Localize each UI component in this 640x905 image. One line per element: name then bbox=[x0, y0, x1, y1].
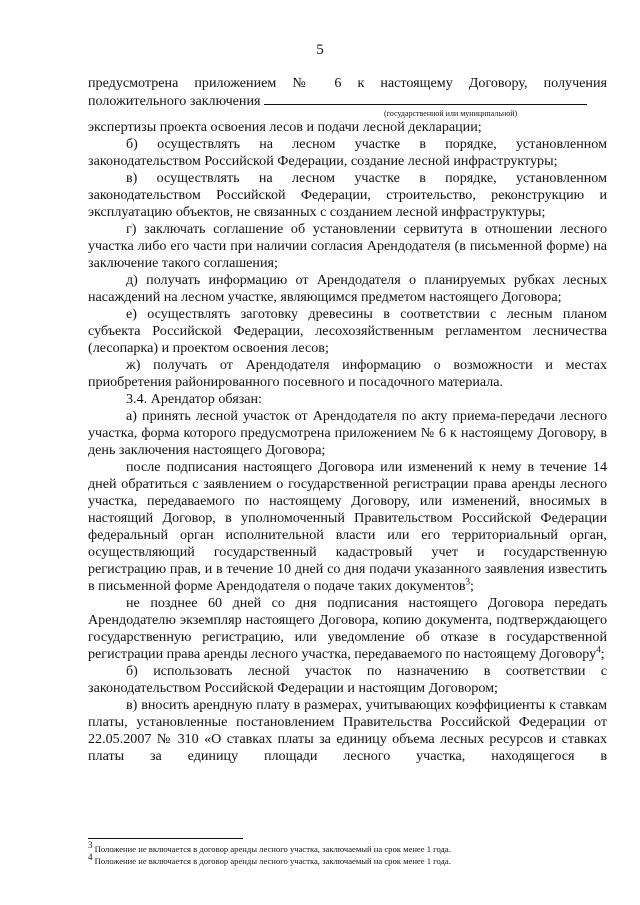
paragraph-end: ; bbox=[600, 646, 605, 662]
paragraph-b2: б) использовать лесной участок по назначению в соответствии с законодательством Российской Федерации и настоящим Договором; bbox=[88, 663, 607, 696]
document-body bbox=[88, 75, 607, 765]
paragraph-transfer bbox=[88, 595, 607, 663]
paragraph-end: ; bbox=[470, 578, 474, 594]
paragraph-d: д) получать информацию от Арендодателя о планируемых рубках лесных насаждений на лесном участке, являющимся предметом настоящего Договора; bbox=[88, 272, 607, 305]
paragraph-v2: в) вносить арендную плату в размерах, учитывающих коэффициенты к ставкам платы, установленные постановлением Правительства Российской Федерации от 22.05.2007 № 310 «О ставках платы за единицу объема лесных ресурсов и ставках платы за единицу площади лесного участка, находящегося в bbox=[88, 697, 607, 764]
footnote-ref: 4 bbox=[596, 644, 601, 655]
paragraph-v: в) осуществлять на лесном участке в порядке, установленном законодательством Российской Федерации, строительство, реконструкцию и эксплуатацию объектов, не связанных с созданием лесной инфраструктуры; bbox=[88, 170, 607, 220]
footnote bbox=[88, 840, 607, 855]
footnote-text: Положение не включается в договор аренды лесного участка, заключаемый на срок менее 1 года. bbox=[94, 856, 451, 866]
paragraph-text: не позднее 60 дней со дня подписания настоящего Договора передать Арендодателю экземпляр настоящего Договора, копию документа, подтверждающего государственную регистрацию, или уведомление об отказе в государственной регистрации права аренды лесного участка, передаваемого по настоящему Договору bbox=[88, 595, 607, 662]
paragraph-registration bbox=[88, 459, 607, 595]
footnote-number: 3 bbox=[88, 840, 93, 851]
text-line: предусмотрена приложением № 6 к настоящему Договору, получения bbox=[88, 75, 607, 91]
footnote-text: Положение не включается в договор аренды лесного участка, заключаемый на срок менее 1 года. bbox=[94, 844, 451, 854]
footnote-number: 4 bbox=[88, 852, 93, 863]
text-fragment: положительного заключения bbox=[88, 93, 261, 109]
paragraph-zh: ж) получать от Арендодателя информацию о возможности и местах приобретения районированного посевного и посадочного материала. bbox=[88, 357, 607, 390]
page-number: 5 bbox=[316, 42, 324, 58]
text-line: экспертизы проекта освоения лесов и подачи лесной декларации; bbox=[88, 119, 482, 135]
paragraph-text: после подписания настоящего Договора или изменений к нему в течение 14 дней обратиться с заявлением о государственной регистрации права аренды лесного участка, передаваемого по настоящему Договору, или изменений, вносимых в настоящий Договор, в уполномоченный Правительством Российской Федерации федеральный орган исполнительной власти или его территориальный орган, осуществляющий государственный кадастровый учет и государственную регистрацию прав, и в течение 10 дней со дня подачи указанного заявления известить в письменной форме Арендодателя о подаче таких документов bbox=[88, 459, 607, 594]
paragraph-g: г) заключать соглашение об установлении сервитута в отношении лесного участка либо его части при наличии согласия Арендодателя (в письменной форме) на заключение такого соглашения; bbox=[88, 221, 607, 271]
footnote-ref: 3 bbox=[465, 576, 471, 587]
text-line bbox=[88, 92, 607, 110]
blank-fill-line bbox=[264, 92, 587, 105]
section-heading: 3.4. Арендатор обязан: bbox=[126, 391, 262, 407]
footnote-divider bbox=[88, 838, 243, 839]
paragraph-a: а) принять лесной участок от Арендодателя по акту приема-передачи лесного участка, форма которого предусмотрена приложением № 6 к настоящему Договору, в день заключения настоящего Договора; bbox=[88, 408, 607, 458]
footnotes bbox=[88, 838, 607, 867]
paragraph-b: б) осуществлять на лесном участке в порядке, установленном законодательством Российской Федерации, создание лесной инфраструктуры; bbox=[88, 136, 607, 169]
footnote bbox=[88, 852, 607, 867]
blank-caption: (государственной или муниципальной) bbox=[384, 109, 518, 118]
paragraph-e: е) осуществлять заготовку древесины в соответствии с лесным планом субъекта Российской Федерации, лесохозяйственным регламентом лесничества (лесопарка) и проектом освоения лесов; bbox=[88, 306, 607, 356]
